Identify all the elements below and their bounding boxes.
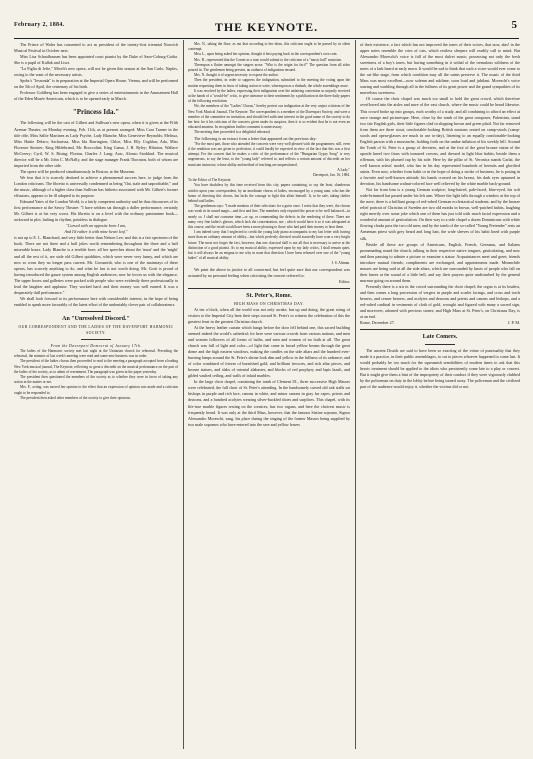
article-paragraph: Presently there is a stir in the crowd surrounding the choir chapel; the organ is at its loudest, and then comes a long procession of vergers in purple and scarlet facings, and cross and torch bearers, and censer bearers, and acolytes and deacons and priests and canons and bishops, and a red-robed cardinal in vestments of cloth of gold, wrought and figured with many a sacred sign, and moreover, adorned with precious stones; and High Mass at St. Peter's, on Christmas Day, is at an end. <box>360 283 520 320</box>
letter-paragraph: I am indeed sorry that I neglected to credit the young lady piano accompanist to my last letter with having more than an ordinary amount of ability—but which perfectly directed would assuredly have won a very bright future. The most not forget the fact, however, that one classical skill is not all that is necessary to arrive at the distinction of a good pianist. As to my musical ability, expressed upon by my lady critics, I shall remain quiet, but it will always be an enigma to me why in none that direction I have been released over one of the "young ladies" of all musical ability. <box>188 230 350 261</box>
letter-signature: A Lady." <box>337 167 350 172</box>
article-paragraph: The following is an extract from a letter that appeared on the previous day: <box>194 135 317 141</box>
article-paragraph: Of course the choir chapel was much too small to hold the great crowd, which therefore overflowed into the aisles and nave of the vast church, where the music could be heard likewise. This crowd broke up into groups, each worthy of a study, and all combining to afford an effect at once strange and picturesque. Here, close by the tomb of the great composer, Palestrina, stand two fair English girls, their little figures clad in shipping brown and green plaid. Not far removed from them are three stout, comfortable-looking British matrons seated on camp-stools (camp-stools and opera-glasses are much in use to-day), listening to an equally comfortable-looking English parson with a moustache, holding forth on the undue inflation of his weekly bill. Around the Tomb of St. Peter is a group of devotees, and at the foot of the great bronze statue of the apostle kneel two friars with tonsured crowns, and dressed in light blue habits; beside them a rifleman, with his plumed cap by his side. Here by the pillar of St. Veronica stands Carlai, the well known artists' model, who has in his day represented hundreds of hermits and glorified saints. Even now, whether from habit or in the hope of doing a stroke of business, he is posing in a favorite and well-known attitude, his hands crossed on his breast, his dark eyes upturned in devotion, his handsome walnut-colored face well relieved by the white marble back-ground. <box>360 96 520 187</box>
article-byline <box>360 320 520 326</box>
article-paragraph: is not up to E. L. Blanchard, and very little better than Nelson Lee; and this is a fair specimen of the book. There are not three and a half jokes worth remembering throughout the three and a half miserable hours. Lady Blanche is a terrible bore; all her speeches about the 'must' and the 'might' and all the rest of it, are stale old Gilbert quiddities, which were never very funny, and which are now so worn they no longer pass current. Mr. Grossmith, who is one of the mainstays of these operas, has scarcely anything to do, and what he has is not worth doing. Mr. Gorit is proud of having introduced the gauze system among English audiences; now he forces us with the elegance. The upper boxes and galleries were packed with people who were evidently there professionally to lead the laughter and applause. They worked hard, and their money was well earned. It was a desperately dull performance." <box>14 235 178 295</box>
masthead-rule <box>14 38 519 39</box>
news-item: The Prince of Wales has consented to act as president of the twenty-first triennial Norwich Musical Festival in October next. <box>14 42 178 54</box>
article-heading-late-comers: Late Comers. <box>422 334 458 341</box>
article-paragraph: We fear that it is scarcely destined to achieve a phenomenal success here, to judge from the London criticisms. The libretto is universally condemned as being "flat, stale and unprofitable," and the music, although of a higher class than Sullivan has hitherto associated with Mr. Gilbert's former effusions, appears to be ill adapted to its purpose. <box>14 174 178 199</box>
section-rule <box>81 339 111 340</box>
article-paragraph: of their existence, a fact which has not improved the tones of their voices, that now, alas! in the upper notes resemble the cries of cats, which restless sleepers will readily call to mind. But Alessandro Moreschi's voice is full of the most dulcet music, possessing not only the fresh sweetness of a boy's tones, but having something in it withal of the tremulous wildness of the notes of a lark heard at early morn. It would be sad to think that such a voice would ever come to the cat-like stage, from which condition may all the saints preserve it. The music of the third Mass was most excellent—now solemn and sublime, soon loud and jubilant. Moreschi's voice soaring and warbling through all in the fullness of its great power and the grand sympathies of its marvelous sweetness. <box>360 42 520 96</box>
column-1 <box>14 42 178 401</box>
section-rule <box>360 329 520 330</box>
news-item: Spohr's "Jessonda" is in preparation at the Imperial Opera House, Vienna, and will be performed on the 5th of April, the centenary of his birth. <box>14 78 178 90</box>
article-subheading: HIGH MASS ON CHRISTMAS DAY. <box>234 301 304 306</box>
article-heading-st-peters: St. Peter's, Rome. <box>246 292 292 299</box>
article-heading-unresolved-discord: An "Unresolved Discord." <box>62 315 130 322</box>
section-rule <box>81 311 111 312</box>
verse-line: "Cursed with an opposite born I am, <box>66 223 126 229</box>
column-divider <box>183 40 184 749</box>
article-paragraph: We shall look forward to its performance here with considerable interest, in the hope of being enabled to speak more favorably of the latest effort of the undeniably clever pair of collaborateurs. <box>14 295 178 307</box>
article-paragraph: Mrs. R., represented that the Cornet as a tone would submit to the criticism of a "music hall" musician. <box>194 57 342 62</box>
column-3 <box>360 42 520 391</box>
article-paragraph: The ancient Druids are said to have been so exacting of the virtue of punctuality that they made it a practice, in their public assemblages, to cut to pieces whoever happened to come last. It would probably be too much for the squeamish sensibilities of modern times to ask that this heroic treatment should be applied to the idiots who persistently come late to a play or concert. But it might give them a hint of the impropriety of their conduct if they were vigorously clubbed by the policeman on duty in the lobby before being turned away. The policeman and the civilized part of the audience would enjoy it, whether the victims did or not. <box>360 348 520 390</box>
masthead <box>14 20 519 36</box>
section-rule <box>188 288 350 289</box>
newspaper-title: THE KEYNOTE. <box>214 20 319 34</box>
news-item: Professor Goldberg has been engaged to give a series of entertainments in the Amusement Hall of the Eden Musée Americain, which is to be opened early in March. <box>14 90 178 102</box>
source-line: From the Davenport Democrat of January 17th. <box>50 344 142 349</box>
page-number: 5 <box>511 19 517 31</box>
article-paragraph: The ladies of the Harmonic society met last night at the Unitarian church for rehearsal. Preceding the rehearsal, the minutes of last week's meeting were read and some new business was in order. <box>14 349 178 359</box>
article-paragraph: The opera will be produced simultaneously in Boston, at the Museum. <box>20 168 136 174</box>
editor-note: We print the above in justice to all concerned, but feel quite sure that our correspondent was actuated by no personal feeling when criticising the concert referred to. <box>188 266 350 278</box>
article-paragraph: Mrs. F., acting, was moved her opinion to the effect that an expression of opinion was made and a criticism ought to be responded to. <box>14 385 178 395</box>
article-paragraph: We, the members of the "Ladies' Chorus," hereby protest our indignation at the very unjust criticism of the New York Musical Journal, The Keynote. The correspondent is a member of the Davenport Society, and were a member of the committee on invitation, and should feel sufficient interest in the good name of the society to do her best for it his criticism of the concerts given under its auspices, then it is so evident that he is not even an educated amateur. In recognition further comment is unnecessary. <box>188 104 350 130</box>
article-paragraph: The meeting then proceeded to a delightful rehearsal. <box>194 130 271 135</box>
article-dateline: Rome, December 27. <box>360 320 395 326</box>
article-paragraph: Not far from him is a young German sculptor; long-haired, pale-faced, blue-eyed, his soft wide-brimmed hat passed under his left arm. Where the light falls through a window at the top of the nave, there is a brilliant group of red-robed German ecclesiastical students; and by the bronze relief portrait of Christina of Sweden are two old monks in brown, well-patched habits, laughing right merrily over some joke which one of them has just told with much facial expression and a wonderful amount of gesticulation. On their way to a side chapel a dozen Dominicans with white flowing cloaks pass the two old men; and by the tomb of the so-called "Young Pretender" rests an Armenian priest with grey beard and long hair, the wide sleeves of his habit lined with purple silk. <box>360 187 520 241</box>
article-paragraph: Thereupon a flutter amongst the singers arose. "Who is the origin for fact?" The question from all sides poured in. The gentlemen being present, an outburst of indignation ensued. <box>188 62 350 73</box>
article-paragraph: Miss L., upon being asked her opinion, thought it best paying back in the correspondent's own coin. <box>194 52 338 57</box>
news-item: "La Figlia di Jefte," Miceli's new opera, will not be given this season at the San Carlo, Naples, owing to the want of the necessary artists. <box>14 66 178 78</box>
letter-signature: J. S. Altman. <box>331 261 350 266</box>
article-paragraph: The president then asked other members of the society to give their opinions. <box>20 395 131 400</box>
article-paragraph: Mrs. N. thought it of urgent necessity to expose the author. <box>194 73 279 78</box>
issue-date: February 2, 1884. <box>14 22 65 28</box>
letter-paragraph: The gentleman says: "I made mention of their selections for a guise once. I resist that they were, the chorus was weak in its sound magic—and first and fine. The members only required the power to be well balanced—in nearly so. I shall not consume time—or up, or commending the defects in the rendering of these. There are many very fine ladies's glasses, which lack the concentration, nor ; which would have it so it was adequated at this course, and the result would have been a more pleasing to those who had paid their money to hear them. <box>188 204 350 229</box>
article-paragraph: At ten o'clock, when all the world was not only awake, but up and doing, the great string of visitors to the Imperial City bent their steps toward St. Peter's to witness the celebration of this the greatest feast in the greatest Christian church. <box>188 306 350 324</box>
column-2 <box>188 42 350 428</box>
article-paragraph: Edmund Yates of the London World, is a fairly competent authority and he thus discourses of its first performance at the Savoy Theatre: "I have seldom sat through a duller performance, certainly Mr. Gilbert is at his very worst. His libretto is on a level with the ordinary pantomime book—awkward in plot, halting in rhythm, pointless in dialogue. <box>14 199 178 223</box>
author-initials: J. P. M. <box>507 320 520 326</box>
article-paragraph: The following will be the cast of Gilbert and Sullivan's new opera, when it is given at the Fifth Avenue Theater, on Monday evening, Feb. 11th, as at present arranged: Miss Cora Tanner in the title rôle, Miss Sallie Martinez as Lady Psyche, Lady Blanche, Miss Genevieve Reynolds; Melissa, Miss Hattie Delaro; Sacharissa, Miss Ida Barrington; Chloe, Miss Elly Coghlan; Ada, Miss Florence Sinister; King Hildebrand, Mr. Broccolini; King Gama, J. H. Ryley; Hilarion, Wallace McCreery; Cyril, W. S. Rising; Florian, Charles J. Lang; Arac, Alonzo Stoddard. The musical director will be a Mr. John C. McNally, and the stage manager Frank Thornton, both of whom are imported from the other side. <box>14 120 178 168</box>
letter-paragraph: You have doubtless by this time received from this city, papers containing, to say the least, slanderous articles upon your correspondent, by an inordinate chorus of ladies, encouraged by a young man, who has the honor of directing this chorus, but lacks the courage to fight this affair himself. It, to be safe, taking shelter behind said ladies. <box>188 183 350 203</box>
article-heading-princess-ida: "Princess Ida." <box>72 108 120 117</box>
letter-salutation: To the Editor of The Keynote. <box>188 178 232 183</box>
article-subheading: OUR CORRESPONDENT AND THE LADIES OF THE DAVENPORT HARMONIC SOCIETY. <box>18 324 174 335</box>
article-paragraph: Then the president, in order to suppress the indignation, submitted to the meeting the voting upon the motion requesting them in favor of taking action to write, whereupon as a rhubarb, the whole assemblage arose. <box>188 78 350 88</box>
article-paragraph: The president of the ladies chorus then proceeded to read to the meeting a paragraph accepted from a leading New York musical journal, The Keynote, reflecting so great a discredit on the musical performance on the part of the ladies of the society, as to admit of resentment. The paragraph was given in the paper yesterday. <box>14 359 178 374</box>
article-paragraph: The president then questioned the members of the society as to whether they were in favor of taking any action in the matter or not. <box>14 375 178 385</box>
article-paragraph: In the large choir chapel, containing the tomb of Clement IX., three successive High Masses were celebrated, the full choir of St. Peter's attending. In the handsomely carved old oak stalls sat bishops in purple and rich lace, canons in white, and minor canons in gray fur capes, priests and deacons, and a hundred acolytes wearing silver-buckled shoes and surplices. This chapel, with its life-size marble figures resting on the cornices, has two organs, and here the choicest music is frequently heard. It was only at the third Mass, however, that the famous Sistine soprano, Signor Alessandro Moreschi, sang, his place during the singing of the former Masses being supplied by two male sopranos who have entered into the sere and yellow leaves <box>188 379 350 427</box>
editor-signature: Editor. <box>338 278 350 284</box>
article-paragraph: It was resolved by the ladies, expressing their indignation over the unfairing contention so unjustly received at the hands of a "would-be" critic, to give utterance to their sentiments by a publication in the three daily papers of the following resolution: <box>188 88 350 104</box>
letter-dateline: Davenport, Jan. 16, 1884. <box>312 172 350 177</box>
verse-line: And I'd rather it with mine heart leaf." <box>64 229 128 235</box>
letter-paragraph: "For the most part, those who attended the concerts were very well pleased with the programmes; still, even if the rendition was not given to perfection, it could hardly be expected in view of the fact that this was a first attempt. For the concert that he makes a critic of the performance of the "Hungarian Gypsy Song" is very ungenerous, to say the least, to the "young lady" referred to, and reflects a certain amount of discredit on her musician instructor, whose ability and method of teaching are unquestioned. <box>188 141 350 167</box>
column-divider <box>355 40 356 749</box>
article-paragraph: At the heavy leather curtain which hangs before the door fell behind one, this sacred building seemed indeed the world's cathedral; for here were various crowds from various nations, and men and women followers of all forms of faiths, and men and women of no faith at all. The great church was full of light and color—of light that came in broad yellow beams through the great dome and the high eastern windows, making the candles on the side altars and the hundred ever-burning lamps around the St. Peter's shrine look dim and yellow in the fullness of its radiance; and of color combined of friezes of burnished gold, and brilliant frescoes, and rich altar pieces, and bronze statues, and slabs of oriental alabaster, and blocks of red porphyry and lapis lazuli, and gilded vaulted ceiling, and walls of inlaid marbles. <box>188 324 350 379</box>
article-paragraph: Beside all these are groups of Americans, English, French, Germans, and Italians promenading round the church, talking in their respective native tongues, gesticulating, and now and then pausing to admire a picture or examine a statue. Acquaintances meet and greet; friends introduce mutual friends; compliments are exchanged, and appointments made. Meanwhile masses are being said at all the side altars, which are surrounded by knots of people who fall on their knees at the sound of a little bell, and say their prayers quite undisturbed by the general murmur going on around them. <box>360 241 520 283</box>
news-item: Miss Lisa Schaufhausen has been appointed court pianist by the Duke of Saxe-Coburg-Gotha. She is a pupil of Kullak and Liszt. <box>14 54 178 66</box>
section-rule <box>425 344 455 345</box>
article-paragraph: Mrs. N., taking the floor, as out that according to her ideas, this criticism ought to be passed by in silent contempt. <box>188 42 350 52</box>
